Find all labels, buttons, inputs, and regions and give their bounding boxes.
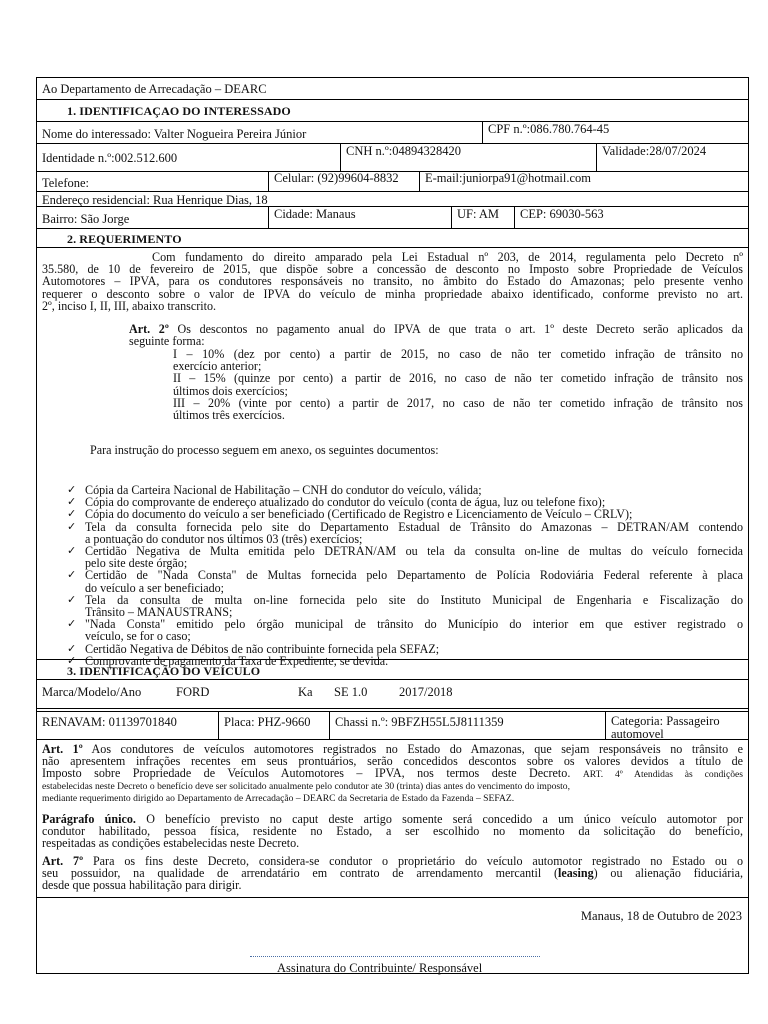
modelo-value: Ka (298, 685, 313, 699)
requerimento-form (36, 77, 749, 974)
email-cell (419, 172, 748, 191)
placa-cell (218, 712, 329, 739)
email-field: E-mail:juniorpa91@hotmail.com (425, 171, 591, 185)
renavam-cell (37, 712, 218, 739)
nome-field: Nome do interessado: Valter Nogueira Pereira Júnior (42, 127, 307, 141)
cep-field: CEP: 69030-563 (520, 207, 604, 221)
section3-header (37, 660, 748, 680)
local-data: Manaus, 18 de Outubro de 2023 (580, 909, 742, 923)
check-icon: ✓ (67, 520, 77, 533)
check-icon: ✓ (67, 569, 77, 582)
art2-block: Art. 2º Os descontos no pagamento anual do IPVA de que trata o art. 1º deste Decreto serão aplicados da seguinte forma: (129, 322, 743, 349)
chassi-cell (329, 712, 605, 739)
inciso-iii: III – 20% (vinte por cento) a partir de 2017, no caso de não ter cometido infração de trânsito nos (173, 395, 743, 410)
ano-value: 2017/2018 (399, 685, 453, 699)
telefone-cell (37, 172, 268, 191)
art2-label: Art. 2º (129, 322, 169, 336)
cpf-field: CPF n.º:086.780.764-45 (488, 122, 610, 136)
identidade-cell (37, 144, 340, 171)
bairro-field: Bairro: São Jorge (42, 212, 130, 226)
requerimento-intro: Com fundamento do direito amparado pela Lei Estadual nº 203, de 2014, regulamenta pelo Decreto nº 35.580, de 10 de fevereiro de 2015, que dispõe sobre a concessão de desconto no Imposto sobre Propriedade de Veículos Automotores – IPVA, para os condutores responsáveis no transito, no âmbito do Estado do Amazonas; pelo presente venho requerer o desconto sobre o valor de IPVA do veículo de minha propriedade abaixo identificado, conforme previsto no art. 2º, inciso I, II, III, abaixo transcrito. (42, 250, 743, 313)
document-item: ✓ Tela da consulta de multa on-line fornecida pelo site do Instituto Municipal de Engenharia e Fiscalização do Trânsito – MANAUSTRANS; (67, 592, 743, 620)
document-item: ✓ Certidão Negativa de Multa emitida pelo DETRAN/AM ou tela da consulta on-line de multas do veículo fornecida pelo site deste órgão; (67, 544, 743, 571)
document-item: ✓ Tela da consulta fornecida pelo site do Departamento Estadual de Trânsito do Amazonas – DETRAN/AM contendo a pontuação do condutor nos últimos 03 (três) exercícios; (67, 519, 743, 546)
section2-header (37, 229, 748, 248)
identidade-field: Identidade n.º:002.512.600 (42, 151, 178, 165)
endereco-row (37, 192, 748, 207)
art7-label: Art. 7º (42, 854, 84, 868)
document-item: ✓ Cópia da Carteira Nacional de Habilitação – CNH do condutor do veículo, válida; (67, 483, 482, 497)
cpf-cell (482, 122, 748, 143)
leasing-term: leasing (558, 866, 594, 881)
bairro-row (37, 207, 748, 229)
signature-line (250, 956, 540, 957)
cnh-field: CNH n.º:04894328420 (346, 144, 461, 158)
art4-head: ART. 4º Atendidas às condições (582, 769, 743, 781)
endereco-field: Endereço residencial: Rua Henrique Dias, 18 (42, 193, 268, 207)
document-item: ✓ Comprovante de pagamento da Taxa de Expediente, se devida. (67, 653, 389, 668)
art7-block: Art. 7º Para os fins deste Decreto, considera-se condutor o proprietário do veículo automotor registrado no Estado ou o seu possuidor, na qualidade de arrendatário em contrato de arrendamento mercantil (leasing) ou alienação fiduciária, desde que possua habilitação para dirigir. (42, 854, 743, 893)
document-item: ✓ "Nada Consta" emitido pelo órgão municipal de trânsito do Município do interior em que estiver registrado o veículo, se for o caso; (67, 617, 743, 644)
identidade-row (37, 144, 748, 172)
inciso-ii: II – 15% (quinze por cento) a partir de 2016, no caso de não ter cometido infração de trânsito nos (173, 371, 743, 386)
section2-title: 2. REQUERIMENTO (67, 232, 182, 246)
section2-body (37, 248, 748, 668)
document-item: ✓ Certidão de "Nada Consta" de Multas fornecida pelo Departamento de Polícia Rodoviária Federal referente à placa do veículo a ser beneficiado; (67, 568, 743, 595)
check-icon: ✓ (67, 496, 77, 509)
celular-cell (268, 172, 419, 191)
bairro-cell (37, 207, 268, 228)
uf-field: UF: AM (457, 207, 500, 221)
footer-row (37, 898, 748, 973)
versao-value: SE 1.0 (334, 685, 368, 699)
check-icon: ✓ (67, 508, 77, 521)
marca-row (37, 680, 748, 709)
art4-line2: estabelecidas neste Decreto o benefício deve ser solicitado anualmente pelo condutor ate 30 (trinta) dias antes do vencimento do imposto, (42, 781, 571, 793)
document-item: ✓ Cópia do comprovante de endereço atualizado do condutor do veículo (conta de água, luz ou telefone fixo); (67, 495, 606, 510)
check-icon: ✓ (67, 618, 77, 631)
check-icon: ✓ (67, 484, 77, 496)
check-icon: ✓ (67, 593, 77, 606)
cep-cell (514, 207, 748, 228)
categoria-cell (605, 712, 748, 739)
renavam-row (37, 712, 748, 740)
addressee: Ao Departamento de Arrecadação – DEARC (42, 82, 267, 96)
document-item: ✓ Certidão Negativa de Débitos de não contribuinte fornecida pela SEFAZ; (67, 641, 440, 656)
art1-block: Art. 1º Aos condutores de veículos automotores registrados no Estado do Amazonas, que sejam responsáveis no trânsito e não apresentem infrações recentes em seus prontuários, serão concedidos descontos sobre os valores devidos a título de Imposto sobre Propriedade de Veículos Automotores – IPVA, nos termos deste Decreto. ART. 4º Atendidas às condições estabelecidas neste Decreto o benefício deve ser solicitado anualmente pelo condutor ate 30 (trinta) dias antes do vencimento do imposto, mediante requerimento dirigido ao Departamento de Arrecadação – DEARC da Secretaria de Estado da Fazenda – SEFAZ. (42, 742, 743, 805)
header-row (37, 78, 748, 100)
incisos-block: I – 10% (dez por cento) a partir de 2015, no caso de não ter cometido infração de trânsito no exercício anterior; II – 15% (quinze por cento) a partir de 2016, no caso de não ter cometido infração de trânsito nos últimos dois exercícios; III – 20% (vinte por cento) a partir de 2017, no caso de não ter cometido infração de trânsito nos últimos três exercícios. (173, 347, 743, 423)
docs-intro: Para instrução do processo seguem em anexo, os seguintes documentos: (90, 443, 439, 457)
inciso-i: I – 10% (dez por cento) a partir de 2015, no caso de não ter cometido infração de trânsito no (173, 347, 743, 361)
cidade-field: Cidade: Manaus (274, 207, 356, 221)
nome-cpf-row (37, 122, 748, 144)
telefone-row (37, 172, 748, 192)
validade-cell (596, 144, 748, 171)
marca-value: FORD (176, 685, 210, 699)
section1-title: 1. IDENTIFICAÇAO DO INTERESSADO (67, 104, 291, 118)
section1-header (37, 100, 748, 122)
celular-field: Celular: (92)99604-8832 (274, 171, 399, 185)
chassi-field: Chassi n.º: 9BFZH55L5J8111359 (335, 715, 504, 729)
articles-row (37, 740, 748, 898)
check-icon: ✓ (67, 654, 77, 667)
check-icon: ✓ (67, 545, 77, 558)
document-item: ✓ Cópia do documento do veículo a ser beneficiado (Certificado de Registro e Licenciamento de Veículo – CRLV); (67, 507, 633, 522)
categoria-field: Categoria: Passageiro automovel (611, 714, 720, 741)
art4-line3: mediante requerimento dirigido ao Departamento de Arrecadação – DEARC da Secretaria de Estado da Fazenda – SEFAZ. (42, 793, 515, 805)
documents-list (67, 484, 743, 667)
marca-label: Marca/Modelo/Ano (42, 685, 142, 699)
art1-label: Art. 1º (42, 742, 83, 756)
cidade-cell (268, 207, 451, 228)
section3-title: 3. IDENTIFICAÇÃO DO VEÍCULO (67, 664, 261, 678)
nome-cell (37, 122, 482, 143)
renavam-field: RENAVAM: 01139701840 (42, 715, 177, 729)
check-icon: ✓ (67, 642, 77, 655)
assinatura-label: Assinatura do Contribuinte/ Responsável (277, 961, 483, 975)
cnh-cell (340, 144, 596, 171)
uf-cell (451, 207, 514, 228)
paragrafo-label: Parágrafo único. (42, 812, 136, 826)
telefone-field: Telefone: (42, 176, 90, 190)
paragrafo-block: Parágrafo único. O benefício previsto no caput deste artigo somente será concedido a um único veículo automotor por condutor habilitado, pessoa física, residente no Estado, a ser escolhido no momento da solicitação do benefício, respeitadas as condições estabelecidas neste Decreto. (42, 812, 743, 851)
validade-field: Validade:28/07/2024 (602, 144, 707, 158)
placa-field: Placa: PHZ-9660 (224, 715, 311, 729)
